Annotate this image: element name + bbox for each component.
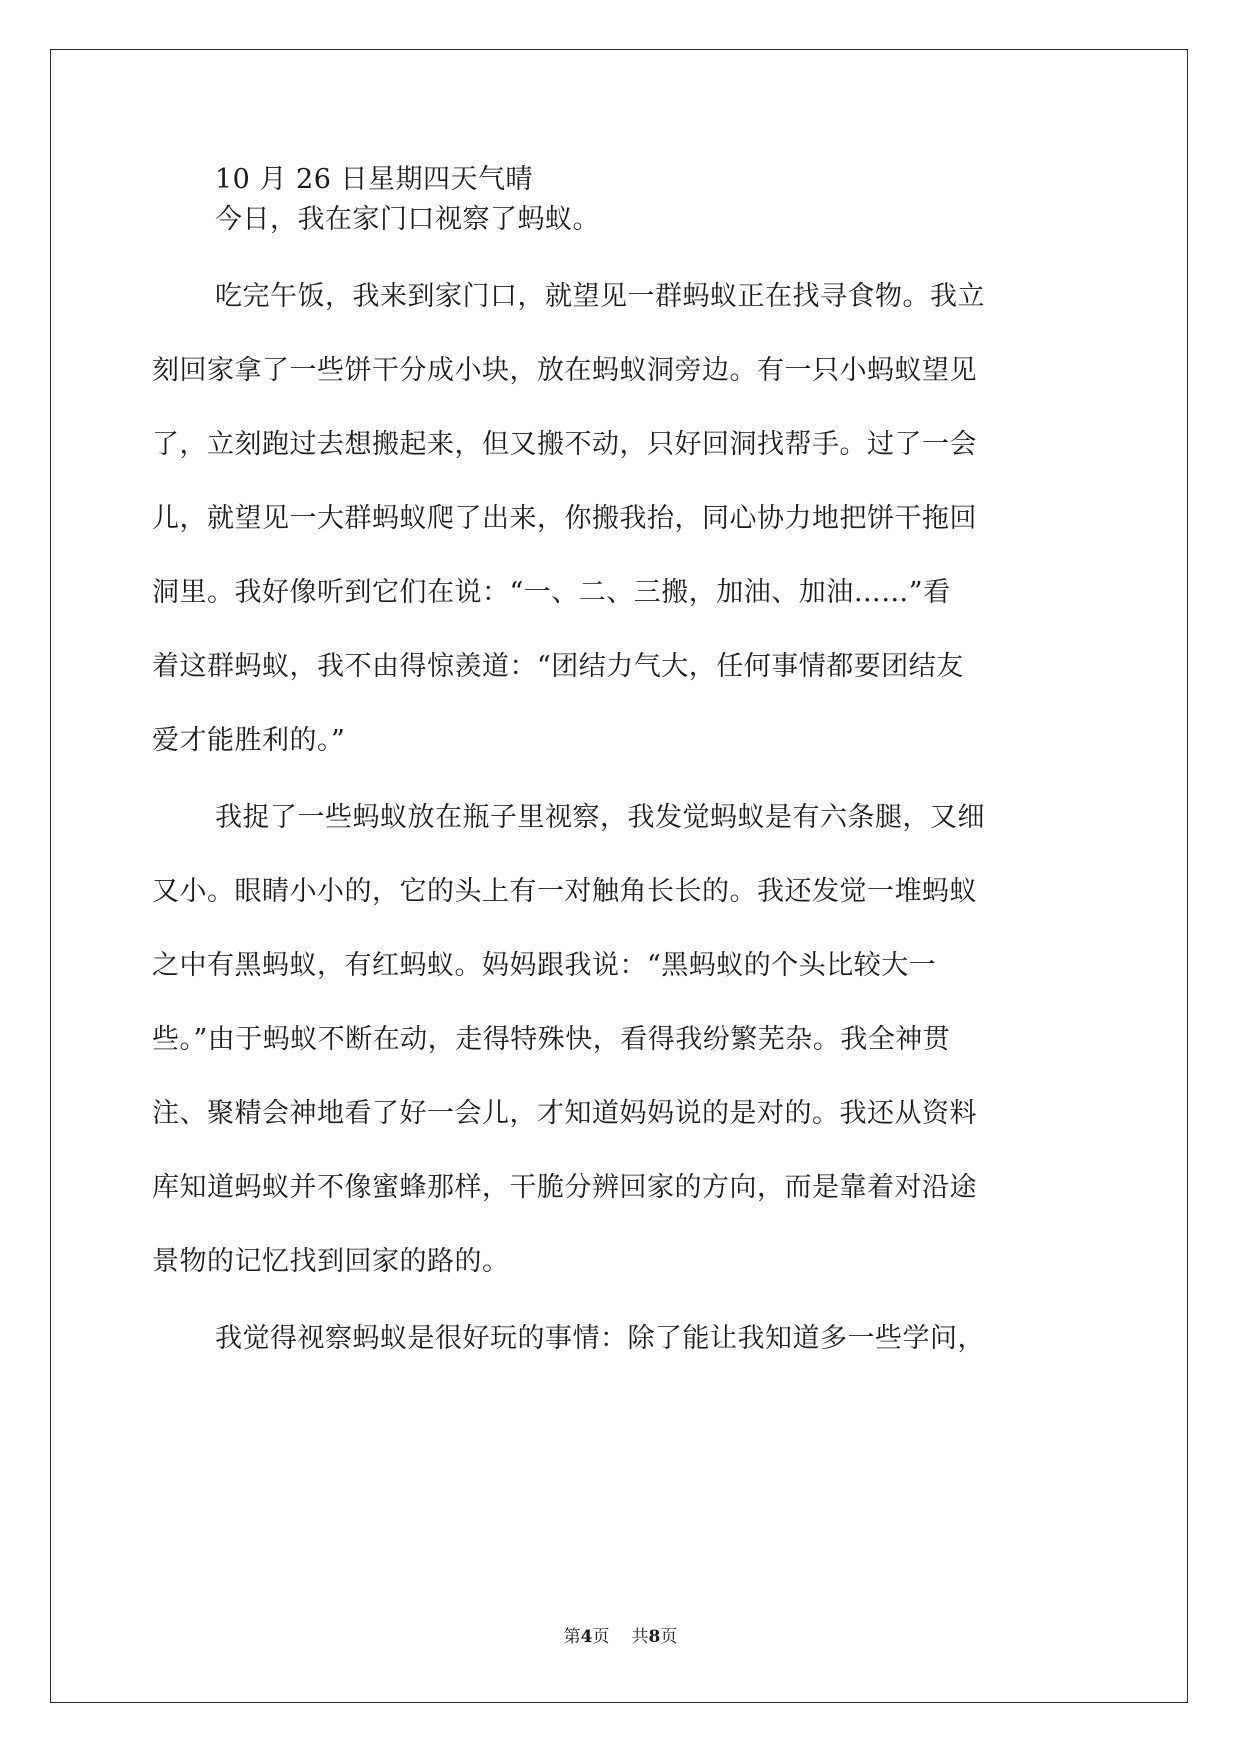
paragraph-line: 刻回家拿了一些饼干分成小块，放在蚂蚁洞旁边。有一只小蚂蚁望见	[152, 355, 977, 386]
page-total-prefix: 共	[631, 1627, 649, 1647]
page-number-suffix: 页	[592, 1627, 610, 1647]
paragraph-line: 儿，就望见一大群蚂蚁爬了出来，你搬我抬，同心协力地把饼干拖回	[152, 503, 977, 534]
page-total-suffix: 页	[660, 1627, 678, 1647]
paragraph-line: 注、聚精会神地看了好一会儿，才知道妈妈说的是对的。我还从资料	[152, 1098, 977, 1129]
page-total: 8	[648, 1627, 661, 1647]
paragraph-line: 吃完午饭，我来到家门口，就望见一群蚂蚁正在找寻食物。我立	[215, 281, 985, 312]
paragraph-line: 爱才能胜利的。”	[152, 725, 346, 756]
paragraph-line: 洞里。我好像听到它们在说：“一、二、三搬，加油、加油……”看	[152, 577, 951, 608]
page-number-prefix: 第	[563, 1627, 581, 1647]
page-number-current: 4	[580, 1627, 593, 1647]
paragraph-line: 了，立刻跑过去想搬起来，但又搬不动，只好回洞找帮手。过了一会	[152, 429, 977, 460]
paragraph-line: 之中有黑蚂蚁，有红蚂蚁。妈妈跟我说：“黑蚂蚁的个头比较大一	[152, 950, 937, 981]
paragraph-line: 库知道蚂蚁并不像蜜蜂那样，干脆分辨回家的方向，而是靠着对沿途	[152, 1172, 977, 1203]
page-footer	[0, 1622, 1241, 1647]
date-line: 10 月 26 日星期四天气晴	[215, 164, 533, 195]
paragraph-line: 景物的记忆找到回家的路的。	[152, 1246, 510, 1277]
paragraph-line: 今日，我在家门口视察了蚂蚁。	[215, 204, 600, 235]
paragraph-line: 着这群蚂蚁，我不由得惊羡道：“团结力气大，任何事情都要团结友	[152, 651, 964, 682]
paragraph-line: 些。”由于蚂蚁不断在动，走得特殊快，看得我纷繁芜杂。我全神贯	[152, 1024, 951, 1055]
paragraph-line: 又小。眼睛小小的，它的头上有一对触角长长的。我还发觉一堆蚂蚁	[152, 876, 977, 907]
paragraph-line: 我捉了一些蚂蚁放在瓶子里视察，我发觉蚂蚁是有六条腿，又细	[215, 802, 985, 833]
paragraph-line: 我觉得视察蚂蚁是很好玩的事情：除了能让我知道多一些学问，	[215, 1323, 985, 1354]
